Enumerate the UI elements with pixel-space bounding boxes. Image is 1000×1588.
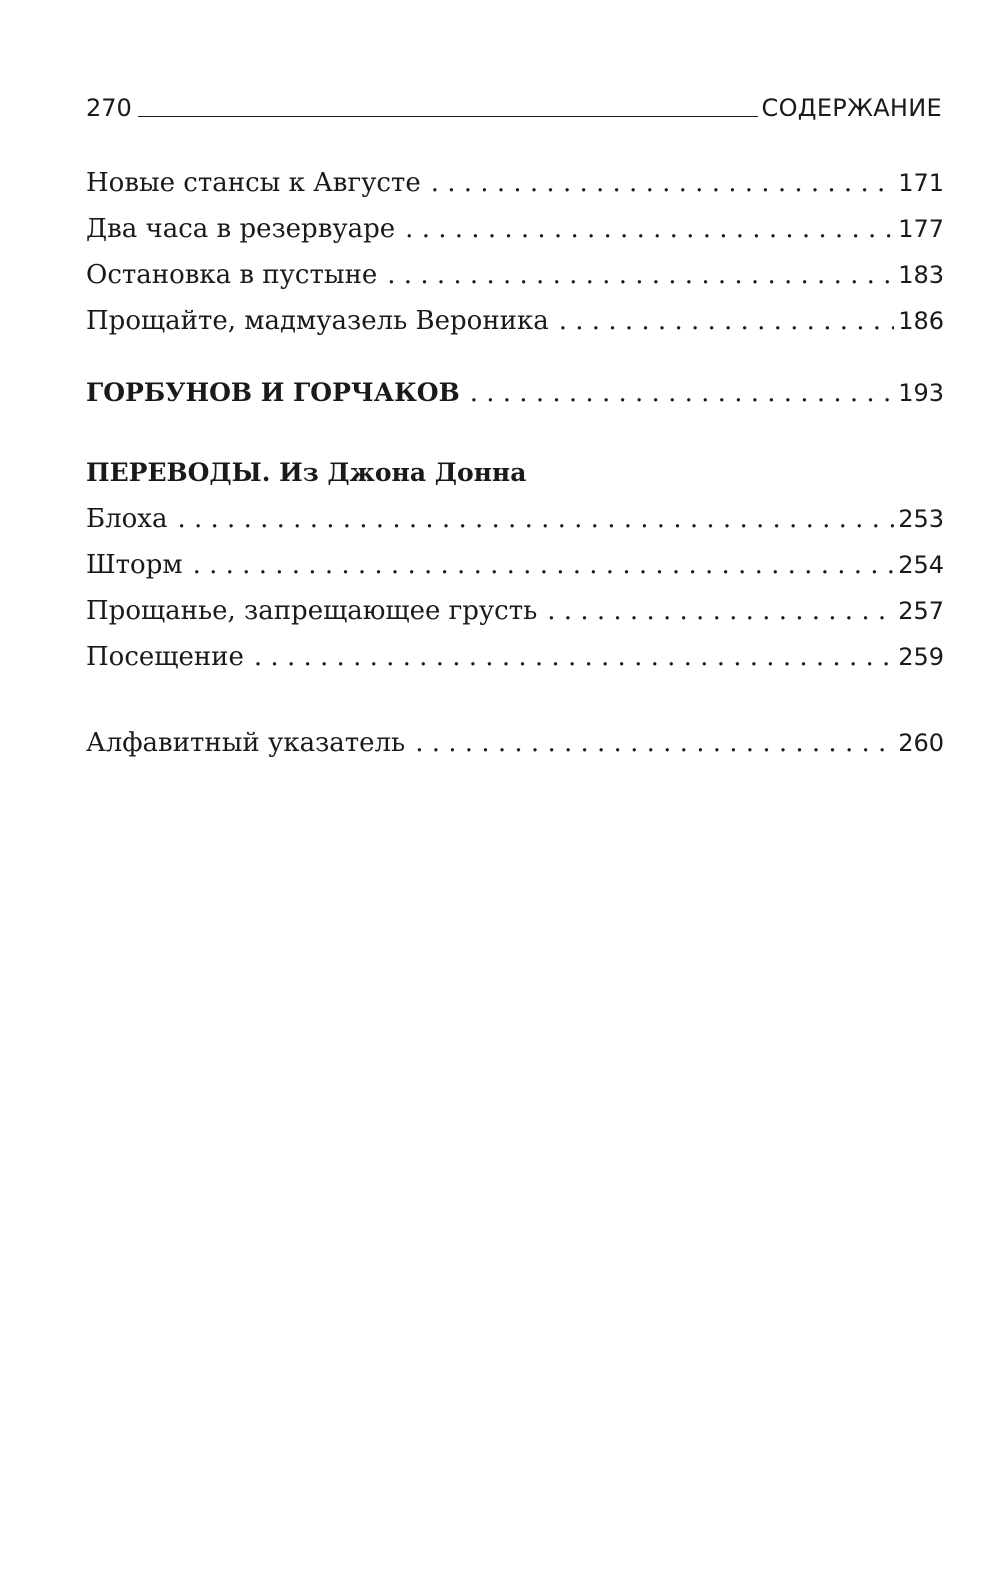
toc-entry-page: 254 <box>898 551 944 579</box>
toc-entry-page: 177 <box>898 215 944 243</box>
toc-entry-page: 253 <box>898 505 944 533</box>
section-title: СОДЕРЖАНИЕ <box>761 94 942 122</box>
toc-entry-page: 171 <box>898 169 944 197</box>
toc-entry <box>86 298 944 344</box>
dot-leader <box>547 588 894 634</box>
spacer <box>86 680 944 720</box>
toc-entry <box>86 542 944 588</box>
dot-leader <box>431 160 894 206</box>
toc-entry-title: Посещение <box>86 642 244 672</box>
toc-entry-page: 257 <box>898 597 944 625</box>
toc-entry <box>86 496 944 542</box>
page-number: 270 <box>86 94 132 122</box>
toc-entry-title: Прощанье, запрещающее грусть <box>86 596 538 626</box>
toc-entry-title: Два часа в резервуаре <box>86 214 396 244</box>
toc-major-entry <box>86 370 944 416</box>
dot-leader <box>415 720 894 766</box>
dot-leader <box>387 252 894 298</box>
toc-entry-title: Новые стансы к Августе <box>86 168 421 198</box>
toc-entry-title: Блоха <box>86 504 168 534</box>
toc-entry <box>86 588 944 634</box>
toc-major-title: ГОРБУНОВ И ГОРЧАКОВ <box>86 378 460 407</box>
toc-entry <box>86 252 944 298</box>
toc-entry-page: 183 <box>898 261 944 289</box>
table-of-contents <box>86 160 944 766</box>
spacer <box>86 416 944 450</box>
dot-leader <box>405 206 894 252</box>
toc-major-page: 193 <box>898 379 944 407</box>
toc-entry-title: Алфавитный указатель <box>86 728 406 758</box>
toc-entry-page: 259 <box>898 643 944 671</box>
spacer <box>86 344 944 370</box>
dot-leader <box>470 370 894 416</box>
toc-entry-title: Шторм <box>86 550 183 580</box>
toc-entry <box>86 634 944 680</box>
translations-heading: ПЕРЕВОДЫ. Из Джона Донна <box>86 458 527 487</box>
toc-entry-title: Прощайте, мадмуазель Вероника <box>86 306 549 336</box>
toc-entry <box>86 206 944 252</box>
dot-leader <box>254 634 894 680</box>
dot-leader <box>559 298 894 344</box>
toc-entry-title: Остановка в пустыне <box>86 260 378 290</box>
toc-entry <box>86 160 944 206</box>
toc-entry-page: 186 <box>898 307 944 335</box>
header-rule <box>138 116 758 117</box>
dot-leader <box>193 542 895 588</box>
toc-entry-page: 260 <box>898 729 944 757</box>
running-header <box>86 86 942 120</box>
toc-index-entry <box>86 720 944 766</box>
dot-leader <box>177 496 894 542</box>
